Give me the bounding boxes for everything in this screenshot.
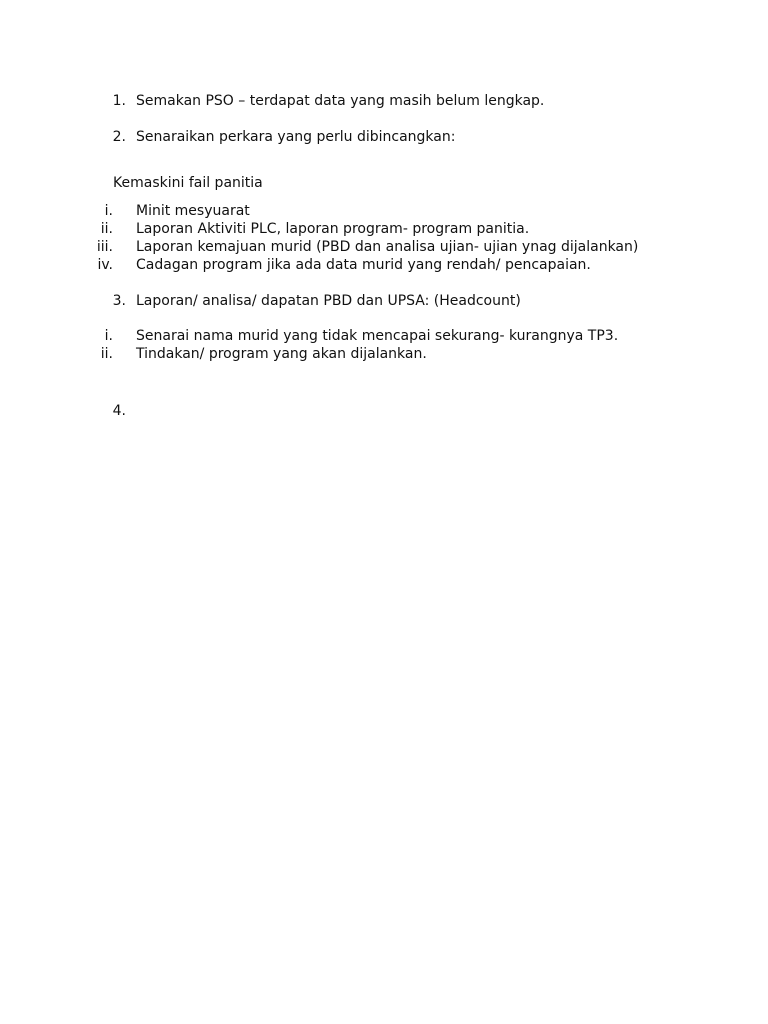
- list-item-text: Laporan/ analisa/ dapatan PBD dan UPSA: (Headcount): [136, 293, 521, 309]
- list-marker: 4.: [112, 403, 126, 419]
- list-marker: i.: [104, 203, 113, 219]
- list-item-text: Cadagan program jika ada data murid yang rendah/ pencapaian.: [136, 257, 591, 273]
- list-item-text: Minit mesyuarat: [136, 203, 250, 219]
- list-item-text: Senarai nama murid yang tidak mencapai sekurang- kurangnya TP3.: [136, 328, 619, 344]
- list-item-text: Laporan Aktiviti PLC, laporan program- program panitia.: [136, 221, 530, 237]
- list-marker: 2.: [112, 129, 126, 145]
- list-item-text: Senaraikan perkara yang perlu dibincangkan:: [136, 129, 456, 145]
- list-item-text: Semakan PSO – terdapat data yang masih belum lengkap.: [136, 93, 545, 109]
- subheading-text: Kemaskini fail panitia: [113, 175, 263, 191]
- list-marker: iii.: [96, 239, 113, 255]
- list-marker: iv.: [97, 257, 113, 273]
- list-item-text: Laporan kemajuan murid (PBD dan analisa ujian- ujian ynag dijalankan): [136, 239, 639, 255]
- list-item-text: Tindakan/ program yang akan dijalankan.: [136, 346, 427, 362]
- list-marker: i.: [104, 328, 113, 344]
- list-marker: ii.: [100, 221, 113, 237]
- list-marker: 1.: [112, 93, 126, 109]
- list-marker: ii.: [100, 346, 113, 362]
- list-marker: 3.: [112, 293, 126, 309]
